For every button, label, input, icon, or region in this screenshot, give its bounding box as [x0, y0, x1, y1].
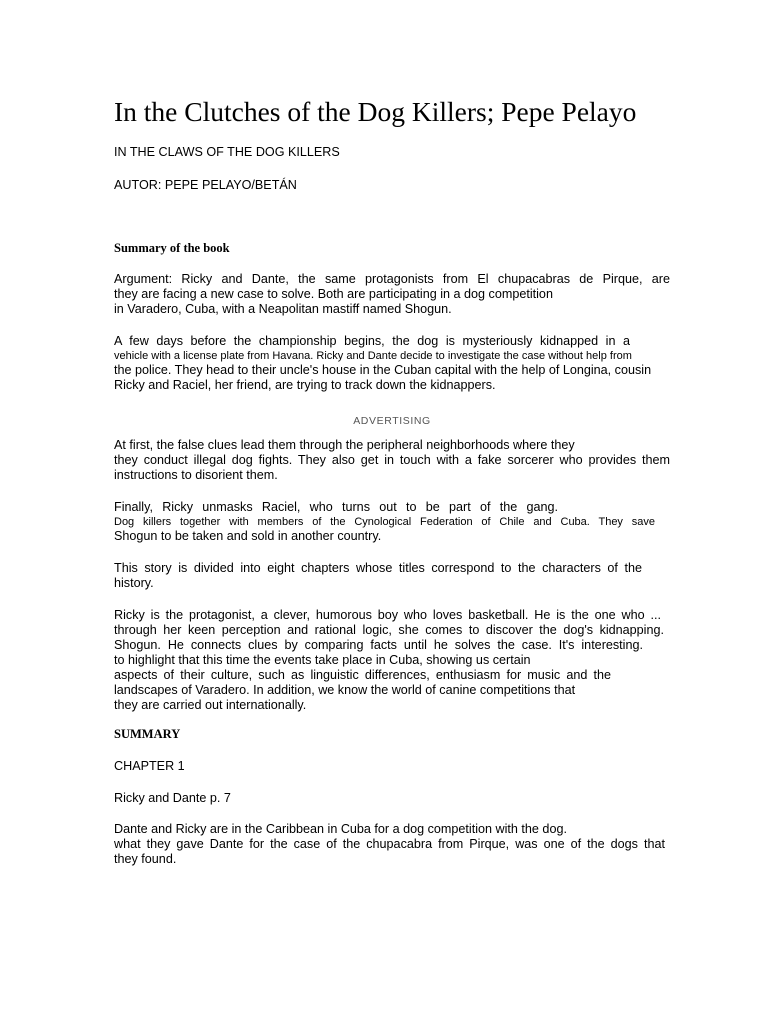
chapter-entry: Ricky and Dante p. 7: [114, 791, 231, 805]
paragraph-line: through her keen perception and rational logic, she comes to discover the dog's kidnapping.: [114, 623, 664, 637]
paragraph-line: Argument: Ricky and Dante, the same protagonists from El chupacabras de Pirque, are: [114, 272, 670, 286]
paragraph-line: Dog killers together with members of the Cynological Federation of Chile and Cuba. They save: [114, 516, 655, 528]
paragraph-chapter-one: [114, 822, 670, 867]
paragraph-protagonist: [114, 608, 670, 713]
paragraph-line: instructions to disorient them.: [114, 468, 278, 482]
paragraph-argument: [114, 272, 670, 317]
paragraph-unmasking: [114, 500, 670, 544]
paragraph-line: they are carried out internationally.: [114, 698, 307, 712]
paragraph-chapters: [114, 561, 670, 591]
paragraph-line: landscapes of Varadero. In addition, we know the world of canine competitions that: [114, 683, 576, 697]
paragraph-line: aspects of their culture, such as linguistic differences, enthusiasm for music and the: [114, 668, 611, 682]
paragraph-line: Shogun to be taken and sold in another country.: [114, 529, 382, 543]
paragraph-line: This story is divided into eight chapters whose titles correspond to the characters of the: [114, 561, 642, 575]
summary-heading: SUMMARY: [114, 727, 181, 741]
document-subtitle: IN THE CLAWS OF THE DOG KILLERS: [114, 145, 340, 159]
paragraph-line: they found.: [114, 852, 177, 866]
paragraph-line: vehicle with a license plate from Havana. Ricky and Dante decide to investigate the case without help from: [114, 350, 632, 362]
paragraph-line: Ricky and Raciel, her friend, are trying to track down the kidnappers.: [114, 378, 496, 392]
summary-of-book-heading: Summary of the book: [114, 241, 230, 255]
paragraph-line: Dante and Ricky are in the Caribbean in Cuba for a dog competition with the dog.: [114, 822, 567, 836]
paragraph-line: A few days before the championship begins, the dog is mysteriously kidnapped in a: [114, 334, 630, 348]
paragraph-line: At first, the false clues lead them through the peripheral neighborhoods where they: [114, 438, 575, 452]
paragraph-kidnapping: [114, 334, 670, 393]
document-title: In the Clutches of the Dog Killers; Pepe Pelayo: [114, 96, 637, 127]
chapter-label: CHAPTER 1: [114, 759, 185, 773]
paragraph-false-clues: [114, 438, 670, 483]
author-line: AUTOR: PEPE PELAYO/BETÁN: [114, 178, 297, 192]
paragraph-line: Finally, Ricky unmasks Raciel, who turns out to be part of the gang.: [114, 500, 558, 514]
paragraph-line: in Varadero, Cuba, with a Neapolitan mastiff named Shogun.: [114, 302, 452, 316]
advertising-label: ADVERTISING: [353, 415, 431, 427]
paragraph-line: history.: [114, 576, 154, 590]
paragraph-line: they are facing a new case to solve. Both are participating in a dog competition: [114, 287, 553, 301]
paragraph-line: what they gave Dante for the case of the chupacabra from Pirque, was one of the dogs that: [114, 837, 665, 851]
paragraph-line: to highlight that this time the events take place in Cuba, showing us certain: [114, 653, 531, 667]
paragraph-line: Shogun. He connects clues by comparing facts until he solves the case. It's interesting.: [114, 638, 643, 652]
paragraph-line: Ricky is the protagonist, a clever, humorous boy who loves basketball. He is the one who ...: [114, 608, 661, 622]
paragraph-line: the police. They head to their uncle's house in the Cuban capital with the help of Longina, cousin: [114, 363, 652, 377]
paragraph-line: they conduct illegal dog fights. They also get in touch with a fake sorcerer who provides them: [114, 453, 670, 467]
